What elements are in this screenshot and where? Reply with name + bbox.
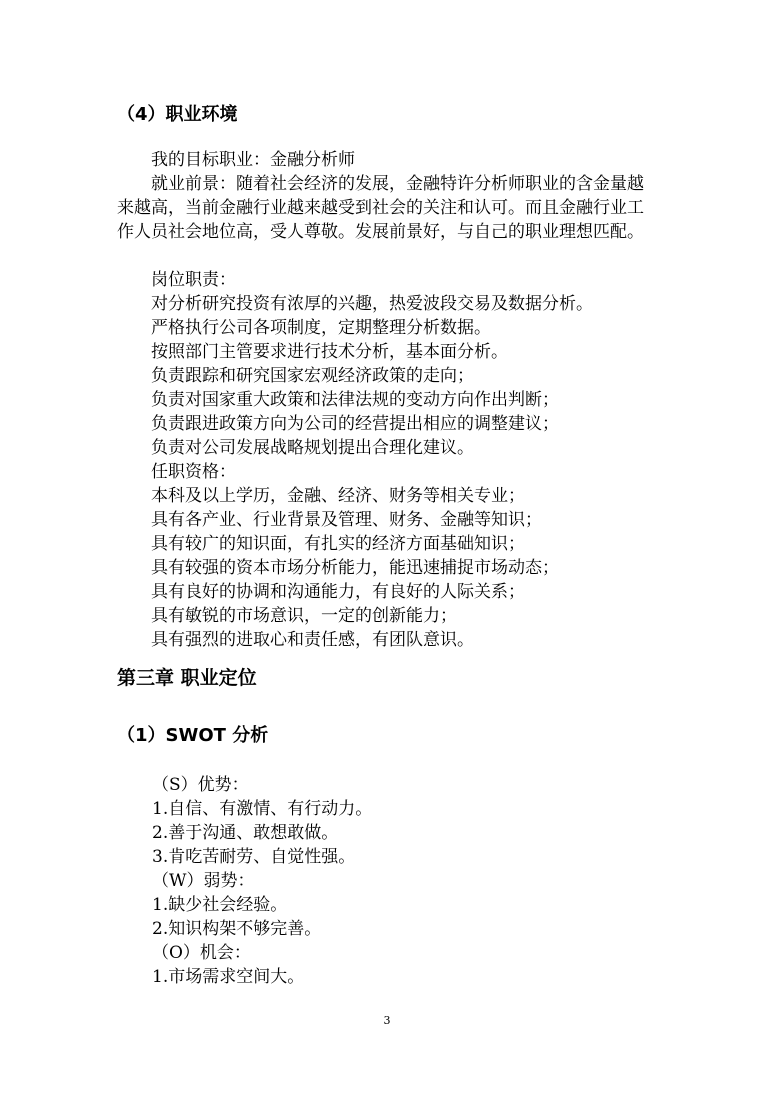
qualification-item: 具有良好的协调和沟通能力，有良好的人际关系； — [151, 582, 525, 602]
duty-item: 按照部门主管要求进行技术分析，基本面分析。 — [151, 342, 508, 362]
qualification-item: 具有较强的资本市场分析能力，能迅速捕捉市场动态； — [151, 558, 559, 578]
duty-item: 负责跟踪和研究国家宏观经济政策的走向； — [151, 366, 474, 386]
qualifications-label: 任职资格： — [151, 462, 236, 482]
opportunity-item: 1.市场需求空间大。 — [152, 967, 305, 987]
prospects-paragraph: 就业前景：随着社会经济的发展，金融特许分析师职业的含金量越来越高，当前金融行业越来越受到社会的关注和认可。而且金融行业工作人员社会地位高，受人尊敬。发展前景好，与自己的职业理想匹配。 — [117, 174, 644, 242]
qualification-item: 具有强烈的进取心和责任感，有团队意识。 — [151, 630, 474, 650]
weakness-item: 1.缺少社会经验。 — [152, 895, 288, 915]
qualification-item: 具有敏锐的市场意识，一定的创新能力； — [151, 606, 457, 626]
duty-item: 严格执行公司各项制度，定期整理分析数据。 — [151, 318, 491, 338]
weakness-item: 2.知识构架不够完善。 — [152, 919, 322, 939]
duty-item: 负责对公司发展战略规划提出合理化建议。 — [151, 438, 474, 458]
qualification-item: 具有较广的知识面，有扎实的经济方面基础知识； — [151, 534, 525, 554]
section-heading-career-environment: （4）职业环境 — [117, 104, 238, 125]
opportunities-label: （O）机会： — [152, 943, 251, 963]
qualification-item: 本科及以上学历，金融、经济、财务等相关专业； — [151, 486, 525, 506]
duty-item: 对分析研究投资有浓厚的兴趣，热爱波段交易及数据分析。 — [151, 294, 593, 314]
duty-item: 负责对国家重大政策和法律法规的变动方向作出判断； — [151, 390, 559, 410]
page-number: 3 — [383, 1014, 391, 1027]
qualification-item: 具有各产业、行业背景及管理、财务、金融等知识； — [151, 510, 542, 530]
duty-item: 负责跟进政策方向为公司的经营提出相应的调整建议； — [151, 414, 559, 434]
chapter-heading-career-positioning: 第三章 职业定位 — [117, 667, 257, 689]
strengths-label: （S）优势： — [152, 775, 249, 795]
target-job-line: 我的目标职业：金融分析师 — [151, 150, 355, 170]
strength-item: 2.善于沟通、敢想敢做。 — [152, 823, 339, 843]
strength-item: 1.自信、有激情、有行动力。 — [152, 799, 373, 819]
strength-item: 3.肯吃苦耐劳、自觉性强。 — [152, 847, 356, 867]
section-heading-swot: （1）SWOT 分析 — [117, 725, 269, 746]
weaknesses-label: （W）弱势： — [152, 871, 255, 891]
duties-label: 岗位职责： — [151, 270, 236, 290]
